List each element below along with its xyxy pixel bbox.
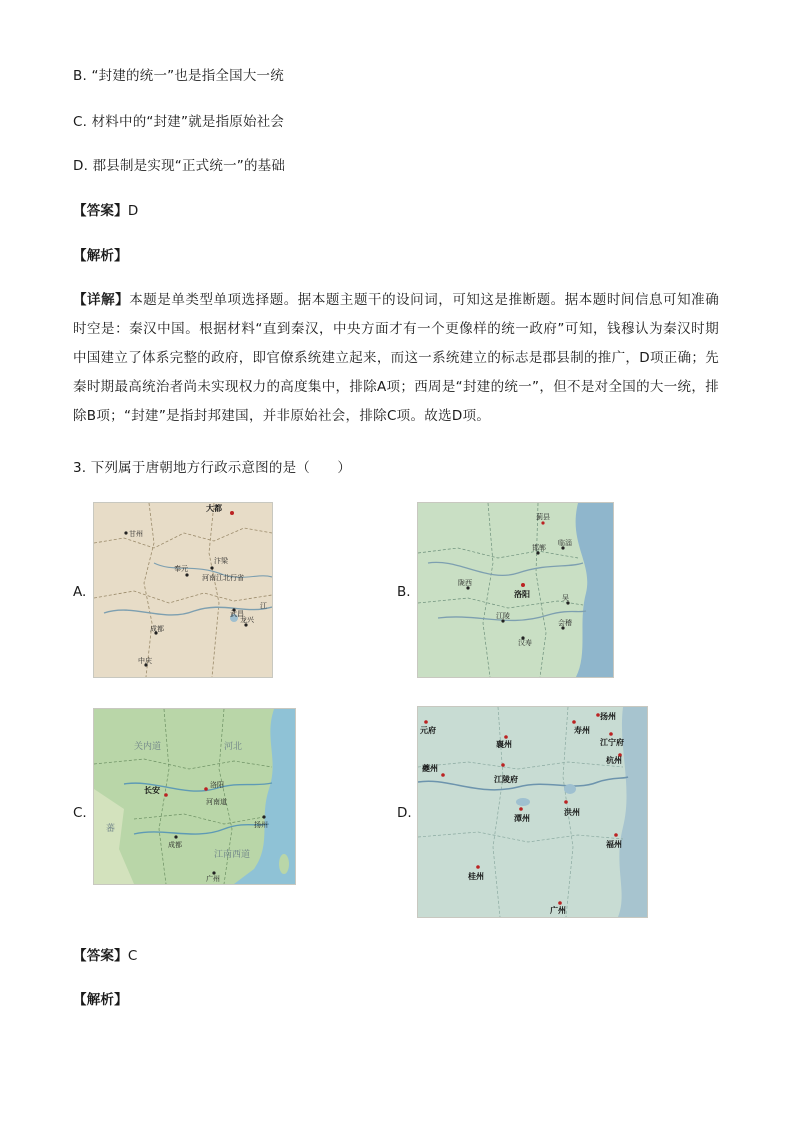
map-c-graphic <box>94 709 295 884</box>
map-d-label: 广州 <box>550 906 566 915</box>
option-c-label: C. <box>73 805 87 821</box>
map-a-label: 武昌 <box>230 610 244 618</box>
map-d-label: 桂州 <box>468 872 484 881</box>
map-b-label: 陇西 <box>458 579 472 587</box>
map-c-label: 河南道 <box>206 798 227 806</box>
question-3-stem: 3. 下列属于唐朝地方行政示意图的是（ ） <box>73 460 352 476</box>
map-a-label: 河南江北行省 <box>202 574 244 582</box>
map-d-label: 扬州 <box>600 712 616 721</box>
answer-label-q3: 【答案】 <box>73 948 128 964</box>
detail-paragraph <box>73 286 719 431</box>
detail-text: 本题是单类型单项选择题。据本题主题干的设问词，可知这是推断题。据本题时间信息可知准确时空是：秦汉中国。根据材料“直到秦汉，中央方面才有一个更像样的统一政府”可知，钱穆认为秦汉时期中国建立了体系完整的政府，即官僚系统建立起来，而这一系统建立的标志是郡县制的推广，D项正确；先秦时期最高统治者尚未实现权力的高度集中，排除A项；西周是“封建的统一”，但不是对全国的大一统，排除B项；“封建”是指封邦建国，并非原始社会，排除C项。故选D项。 <box>73 292 719 424</box>
map-b-label: 临淄 <box>558 539 572 547</box>
answer-label: 【答案】 <box>73 203 128 219</box>
map-d-label: 杭州 <box>606 756 622 765</box>
map-d-label: 江陵府 <box>494 775 518 784</box>
answer-value-q3: C <box>127 948 138 964</box>
map-c-label: 成都 <box>168 841 182 849</box>
map-a-label: 龙兴 <box>240 616 254 624</box>
map-d-label: 夔州 <box>422 764 438 773</box>
map-b-label: 吴 <box>562 594 569 602</box>
map-a-label: 汴梁 <box>214 557 228 565</box>
map-option-b <box>417 502 614 678</box>
map-c-label: 河北 <box>224 742 243 752</box>
map-option-a <box>93 502 273 678</box>
map-b-label: 蓟县 <box>536 513 550 521</box>
map-d-label: 寿州 <box>574 726 590 735</box>
map-b-label: 汉寿 <box>518 639 532 647</box>
answer-line-q3 <box>73 946 137 966</box>
map-d-label: 福州 <box>606 840 622 849</box>
map-c-label: 洛阳 <box>210 781 224 789</box>
option-d-text: D. 郡县制是实现“正式统一”的基础 <box>73 158 286 174</box>
map-a-label: 成都 <box>150 625 164 633</box>
analysis-label: 【解析】 <box>73 248 128 264</box>
option-a-label: A. <box>73 584 87 600</box>
map-a-label: 奉元 <box>174 565 188 573</box>
map-c-label: 蕃 <box>106 824 116 834</box>
option-c-text: C. 材料中的“封建”就是指原始社会 <box>73 114 285 130</box>
map-b-label: 会稽 <box>558 619 572 627</box>
map-d-label: 江宁府 <box>600 738 624 747</box>
map-a-label: 甘州 <box>129 530 143 538</box>
map-b-label: 江陵 <box>496 612 510 620</box>
answer-line <box>73 201 138 221</box>
map-d-graphic <box>418 707 647 917</box>
map-a-label: 中庆 <box>138 657 152 665</box>
map-a-graphic <box>94 503 272 677</box>
map-c-label: 扬州 <box>254 821 268 829</box>
map-d-label: 洪州 <box>564 808 580 817</box>
map-c-label: 关内道 <box>134 742 162 752</box>
map-a-label: 大都 <box>206 504 222 513</box>
map-a-label: 江 <box>260 602 267 610</box>
map-c-label: 长安 <box>144 786 160 795</box>
map-c-label: 江南西道 <box>214 850 251 860</box>
map-b-graphic <box>418 503 613 677</box>
analysis-label-q3: 【解析】 <box>73 992 128 1008</box>
map-d-label: 潭州 <box>514 814 530 823</box>
map-b-label: 洛阳 <box>514 590 530 599</box>
answer-value: D <box>127 203 139 219</box>
option-b-text: B. “封建的统一”也是指全国大一统 <box>73 68 284 84</box>
map-c-label: 广州 <box>206 875 220 883</box>
map-d-label: 元府 <box>420 726 436 735</box>
option-b-label: B. <box>397 584 411 600</box>
option-d-label: D. <box>397 805 412 821</box>
map-option-d <box>417 706 648 918</box>
map-d-label: 襄州 <box>496 740 512 749</box>
detail-label: 【详解】 <box>73 292 130 308</box>
map-b-label: 邯郸 <box>532 544 546 552</box>
map-option-c <box>93 708 296 885</box>
